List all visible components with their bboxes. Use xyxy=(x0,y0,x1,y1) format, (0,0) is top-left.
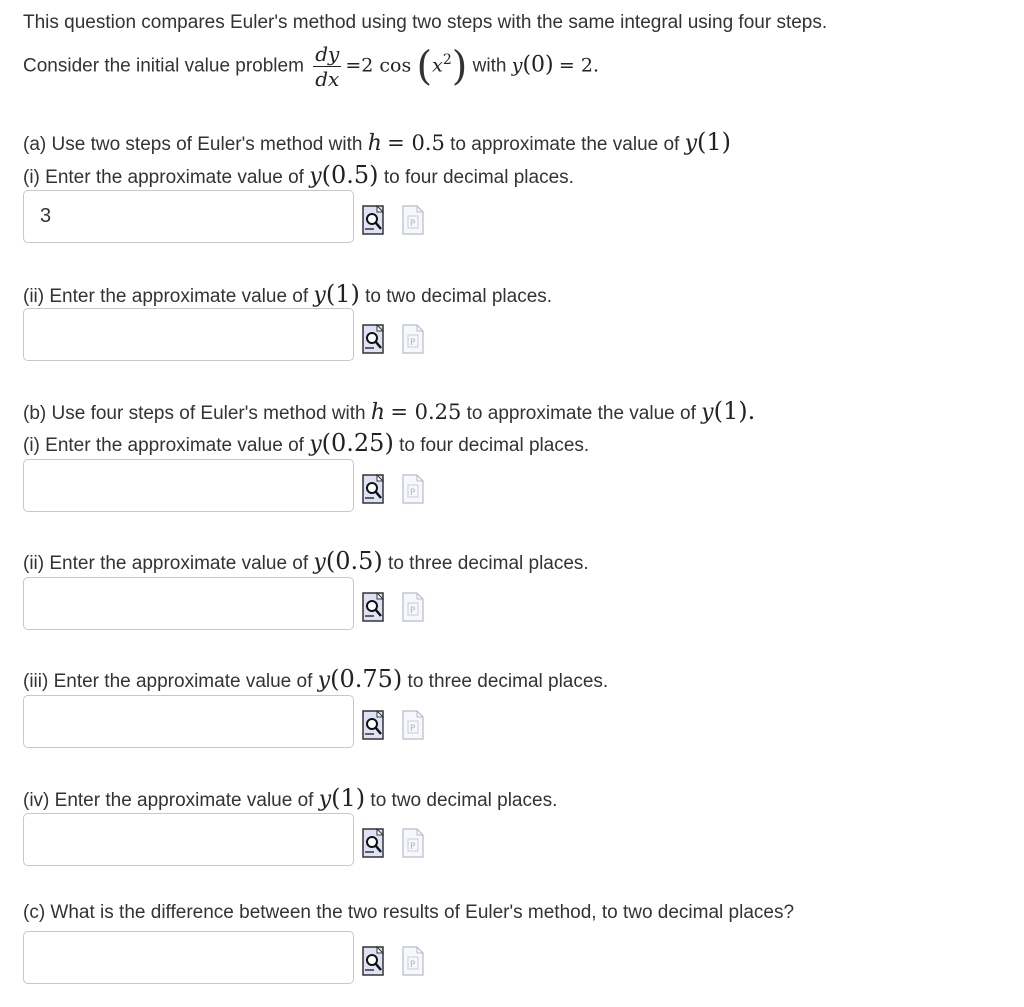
svg-text:P: P xyxy=(410,842,416,852)
answer-input-a-ii[interactable] xyxy=(23,308,354,361)
question-intro: This question compares Euler's method using two steps with the same integral using four steps. xyxy=(23,12,828,33)
svg-text:P: P xyxy=(410,219,416,229)
svg-text:P: P xyxy=(410,338,416,348)
part-b-iii-prompt: (iii) Enter the approximate value of y(0.75) to three decimal places. xyxy=(23,665,609,693)
part-b-i-prompt: (i) Enter the approximate value of y(0.25) to four decimal places. xyxy=(23,429,590,457)
answer-input-b-iv[interactable] xyxy=(23,813,354,866)
initial-value-problem: Consider the initial value problem $\frac{dy}{dx}$ =2 $\cos (x^2)$ with y(0) = 2. xyxy=(23,42,599,91)
svg-text:P: P xyxy=(410,960,416,970)
preview-icon[interactable] xyxy=(362,710,384,740)
answer-input-b-iii[interactable] xyxy=(23,695,354,748)
part-a-i-prompt: (i) Enter the approximate value of y(0.5) to four decimal places. xyxy=(23,161,574,189)
part-b-intro: (b) Use four steps of Euler's method with h = 0.25 to approximate the value of y(1). xyxy=(23,397,756,425)
preview-icon[interactable] xyxy=(362,324,384,354)
preview-icon[interactable] xyxy=(362,205,384,235)
svg-text:P: P xyxy=(410,724,416,734)
part-b-ii-prompt: (ii) Enter the approximate value of y(0.5) to three decimal places. xyxy=(23,547,589,575)
part-c-prompt: (c) What is the difference between the two results of Euler's method, to two decimal places? xyxy=(23,902,795,923)
pdf-document-icon[interactable] xyxy=(402,205,424,235)
part-a-intro: (a) Use two steps of Euler's method with h = 0.5 to approximate the value of y(1) xyxy=(23,128,732,156)
preview-icon[interactable] xyxy=(362,946,384,976)
pdf-document-icon[interactable] xyxy=(402,324,424,354)
svg-text:P: P xyxy=(410,488,416,498)
pdf-document-icon[interactable] xyxy=(402,474,424,504)
preview-icon[interactable] xyxy=(362,828,384,858)
answer-input-a-i[interactable] xyxy=(23,190,354,243)
answer-input-b-ii[interactable] xyxy=(23,577,354,630)
pdf-document-icon[interactable] xyxy=(402,828,424,858)
svg-text:P: P xyxy=(410,606,416,616)
answer-input-b-i[interactable] xyxy=(23,459,354,512)
part-b-iv-prompt: (iv) Enter the approximate value of y(1) to two decimal places. xyxy=(23,784,558,812)
preview-icon[interactable] xyxy=(362,592,384,622)
pdf-document-icon[interactable] xyxy=(402,592,424,622)
pdf-document-icon[interactable] xyxy=(402,946,424,976)
preview-icon[interactable] xyxy=(362,474,384,504)
part-a-ii-prompt: (ii) Enter the approximate value of y(1) to two decimal places. xyxy=(23,280,553,308)
pdf-document-icon[interactable] xyxy=(402,710,424,740)
answer-input-c[interactable] xyxy=(23,931,354,984)
derivative-fraction: $\frac{dy}{dx}$ xyxy=(315,42,340,91)
